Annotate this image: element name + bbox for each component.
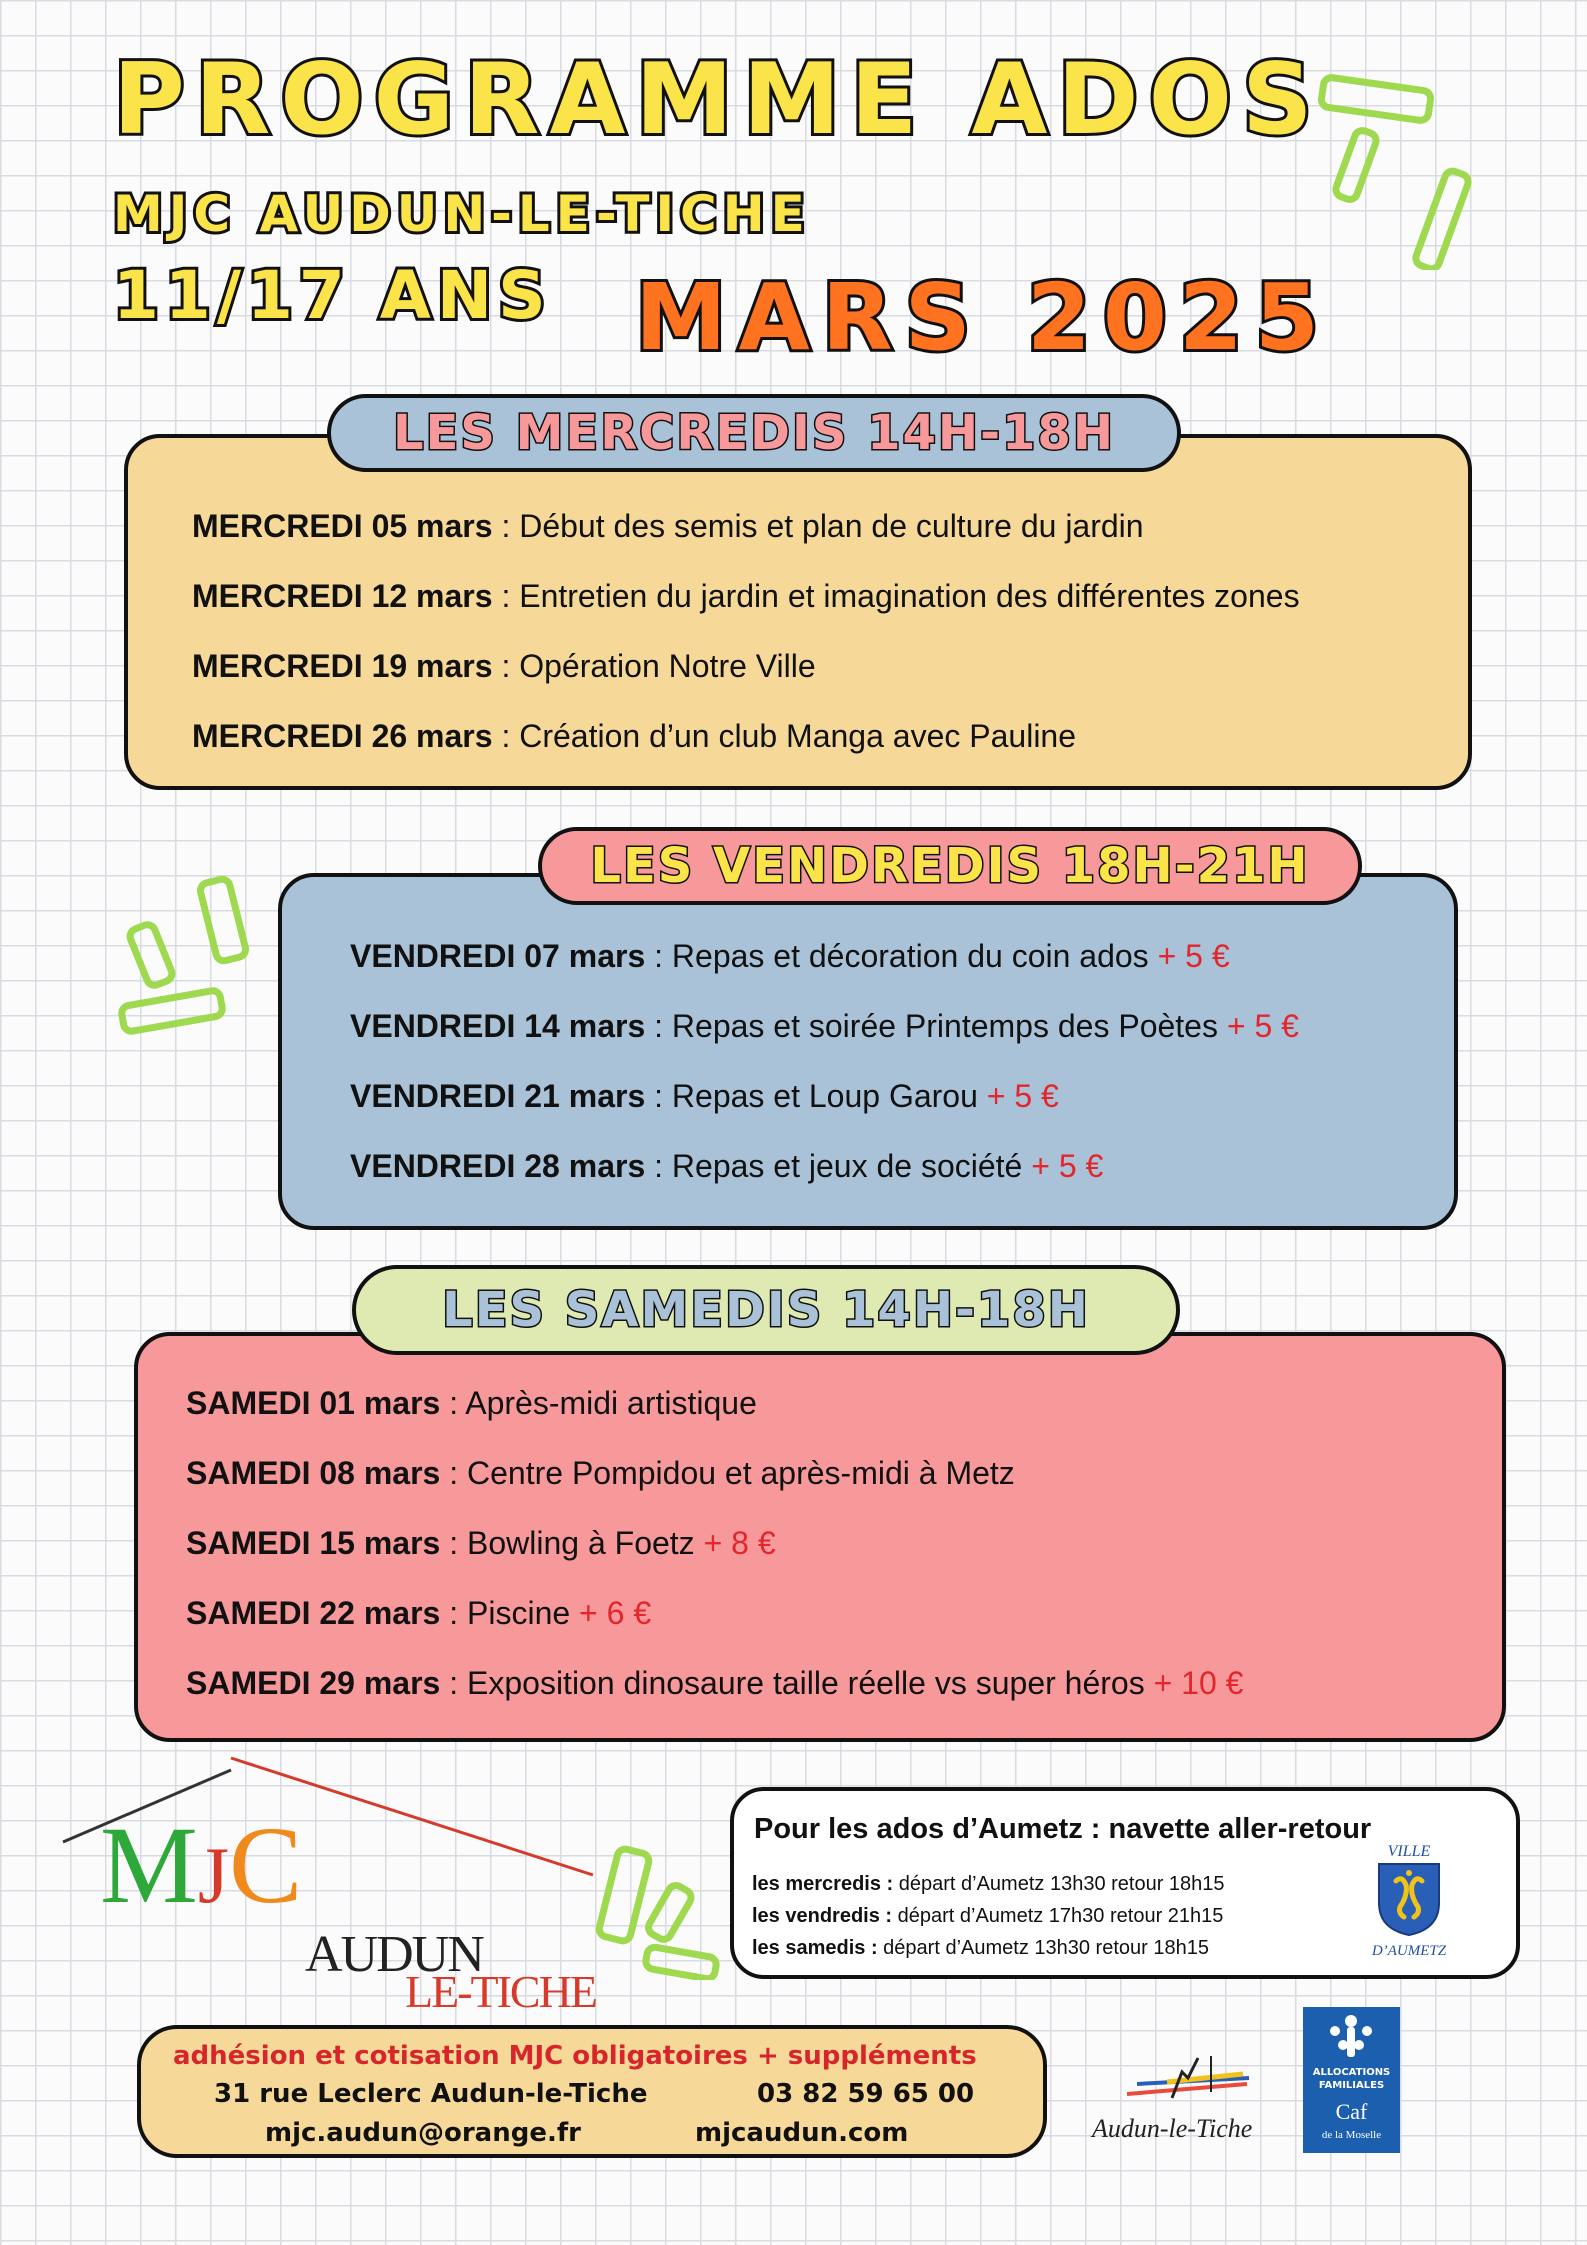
town-emblem-icon <box>1117 2052 1257 2112</box>
town-logo-text: Audun-le-Tiche <box>1092 2114 1253 2143</box>
list-item: MERCREDI 12 mars : Entretien du jardin et imagination des différentes zones <box>192 578 1300 614</box>
aumetz-crest <box>1354 1843 1464 1973</box>
list-item: MERCREDI 05 mars : Début des semis et plan de culture du jardin <box>192 508 1144 544</box>
logo-le-tiche: LE-TICHE <box>405 1966 596 2017</box>
list-item: SAMEDI 08 mars : Centre Pompidou et après-midi à Metz <box>186 1455 1015 1491</box>
heading-samedis: LES SAMEDIS 14H-18H <box>352 1265 1180 1355</box>
doodle-dashes-left-icon <box>108 870 258 1040</box>
caf-label-2: FAMILIALES <box>1318 2080 1385 2091</box>
crest-label-bottom: D’AUMETZ <box>1371 1943 1447 1959</box>
list-item: SAMEDI 01 mars : Après-midi artistique <box>186 1385 757 1421</box>
caf-family-icon <box>1321 2013 1381 2061</box>
logo-audun: AUDUN <box>305 1926 483 1983</box>
list-item: VENDREDI 07 mars : Repas et décoration du coin ados + 5 € <box>350 938 1230 974</box>
age-range: 11/17 ANS <box>113 257 552 334</box>
membership-notice: adhésion et cotisation MJC obligatoires + suppléments <box>173 2041 977 2071</box>
page-title: PROGRAMME ADOS <box>113 43 1323 157</box>
shuttle-info-box <box>730 1787 1520 1979</box>
crest-label-top: VILLE <box>1387 1843 1431 1860</box>
month-title: MARS 2025 <box>635 264 1331 371</box>
caf-label-4: de la Moselle <box>1321 2129 1382 2141</box>
list-item: VENDREDI 14 mars : Repas et soirée Printemps des Poètes + 5 € <box>350 1008 1299 1044</box>
email-address[interactable]: mjc.audun@orange.fr <box>265 2118 581 2148</box>
address: 31 rue Leclerc Audun-le-Tiche <box>214 2079 648 2109</box>
shuttle-line: les vendredis : départ d’Aumetz 17h30 retour 21h15 <box>752 1905 1224 1927</box>
shuttle-line: les samedis : départ d’Aumetz 13h30 retour 18h15 <box>752 1937 1209 1959</box>
list-item: SAMEDI 15 mars : Bowling à Foetz + 8 € <box>186 1525 776 1561</box>
town-logo <box>1092 2052 1272 2162</box>
list-item: SAMEDI 22 mars : Piscine + 6 € <box>186 1595 652 1631</box>
shuttle-title: Pour les ados d’Aumetz : navette aller-retour <box>754 1813 1372 1845</box>
caf-label-1: ALLOCATIONS <box>1312 2067 1391 2078</box>
doodle-dashes-top-right-icon <box>1300 70 1500 270</box>
contact-info-box <box>137 2025 1047 2158</box>
caf-logo <box>1303 2007 1400 2153</box>
list-item: VENDREDI 28 mars : Repas et jeux de société + 5 € <box>350 1148 1104 1184</box>
list-item: MERCREDI 19 mars : Opération Notre Ville <box>192 648 816 684</box>
list-item: VENDREDI 21 mars : Repas et Loup Garou + 5 € <box>350 1078 1059 1114</box>
mjc-logo-letters: MJC <box>100 1804 303 1926</box>
heading-mercredis: LES MERCREDIS 14H-18H <box>327 394 1181 472</box>
organization-subtitle: MJC AUDUN-LE-TICHE <box>113 185 811 243</box>
shuttle-line: les mercredis : départ d’Aumetz 13h30 retour 18h15 <box>752 1873 1225 1895</box>
website-link[interactable]: mjcaudun.com <box>695 2118 909 2148</box>
heading-vendredis: LES VENDREDIS 18H-21H <box>538 827 1362 905</box>
phone-number: 03 82 59 65 00 <box>757 2079 975 2109</box>
coat-of-arms-icon <box>1376 1861 1442 1937</box>
caf-label-3: Caf <box>1335 2099 1368 2124</box>
doodle-dashes-bottom-icon <box>588 1840 728 1980</box>
list-item: SAMEDI 29 mars : Exposition dinosaure taille réelle vs super héros + 10 € <box>186 1665 1244 1701</box>
list-item: MERCREDI 26 mars : Création d’un club Manga avec Pauline <box>192 718 1077 754</box>
mjc-logo <box>55 1750 615 2020</box>
